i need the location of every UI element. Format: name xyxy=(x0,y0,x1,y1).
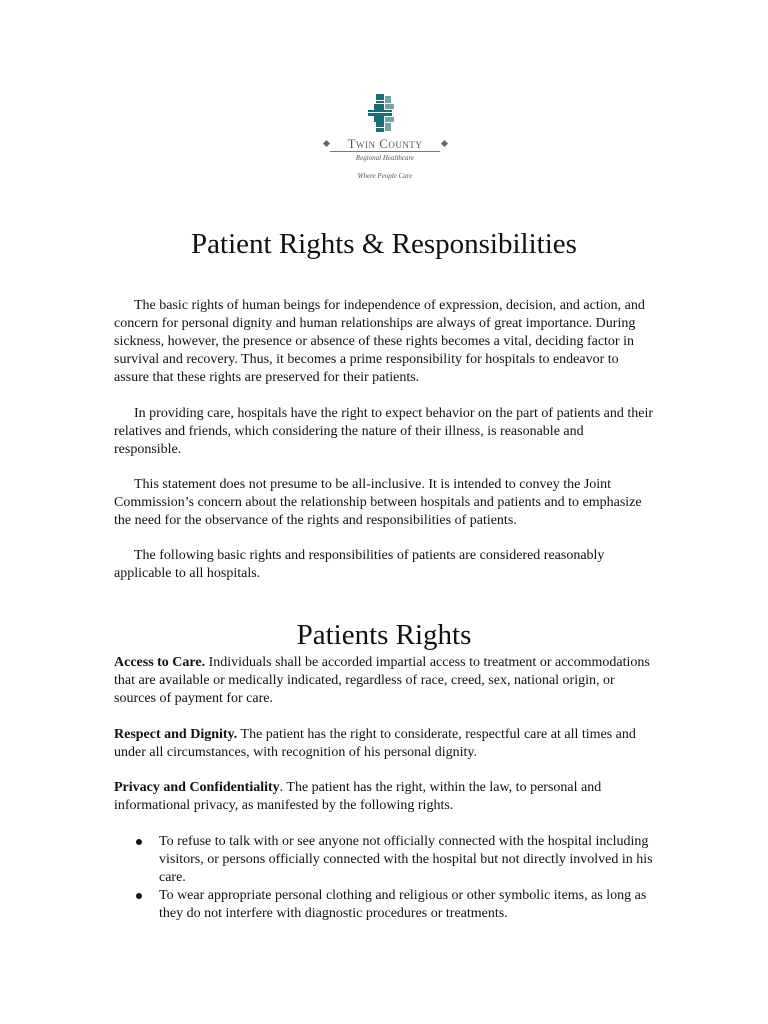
right-text: . The patient has the right, within the law, to personal and informational privacy, as manifested by the following rights. xyxy=(114,780,602,814)
list-item xyxy=(114,833,654,887)
list-item-text: To refuse to talk with or see anyone not officially connected with the hospital including visitors, or persons officially connected with the hospital but not directly involved in his care. xyxy=(159,834,653,886)
logo-subtitle: Regional Healthcare xyxy=(355,154,415,162)
intro-paragraph-3: This statement does not presume to be all-inclusive. It is intended to convey the Joint Commission’s concern about the relationship between hospitals and patients and to emphasize the need for the observance of the rights and responsibilities of patients. xyxy=(114,477,642,529)
right-privacy-and-confidentiality xyxy=(114,779,654,815)
bullet-icon xyxy=(136,893,142,899)
right-heading: Respect and Dignity. xyxy=(114,727,238,742)
privacy-rights-list xyxy=(114,833,654,923)
logo-name: Twin County xyxy=(347,136,423,151)
list-item xyxy=(114,887,654,923)
bullet-icon xyxy=(136,839,142,845)
section-title: Patients Rights xyxy=(296,619,472,651)
intro-paragraph-2: In providing care, hospitals have the right to expect behavior on the part of patients and their relatives and friends, which considering the nature of their illness, is reasonable and responsible. xyxy=(114,406,654,458)
right-heading: Access to Care. xyxy=(114,655,206,670)
cross-logo-icon xyxy=(310,92,460,136)
right-text: Individuals shall be accorded impartial access to treatment or accommodations that are available or medically indicated, regardless of race, creed, sex, national origin, or sources of payment for care. xyxy=(114,655,650,707)
logo-tagline: Where People Care xyxy=(357,172,413,180)
page-title: Patient Rights & Responsibilities xyxy=(191,228,577,260)
right-text: The patient has the right to considerate, respectful care at all times and under all circumstances, with recognition of his personal dignity. xyxy=(114,727,636,761)
intro-paragraph-4: The following basic rights and responsibilities of patients are considered reasonably applicable to all hospitals. xyxy=(114,548,605,582)
right-respect-and-dignity xyxy=(114,726,654,762)
intro-paragraph-1: The basic rights of human beings for independence of expression, decision, and action, and concern for personal dignity and human relationships are always of great importance. During sickness, however, the presence or absence of these rights becomes a vital, deciding factor in survival and recovery. Thus, it becomes a prime responsibility for hospitals to endeavor to assure that these rights are preserved for their patients. xyxy=(114,298,645,386)
right-heading: Privacy and Confidentiality xyxy=(114,780,280,795)
list-item-text: To wear appropriate personal clothing and religious or other symbolic items, as long as they do not interfere with diagnostic procedures or treatments. xyxy=(159,888,647,922)
twin-county-logo xyxy=(310,92,460,187)
right-access-to-care xyxy=(114,654,654,708)
logo-rule xyxy=(330,151,440,152)
